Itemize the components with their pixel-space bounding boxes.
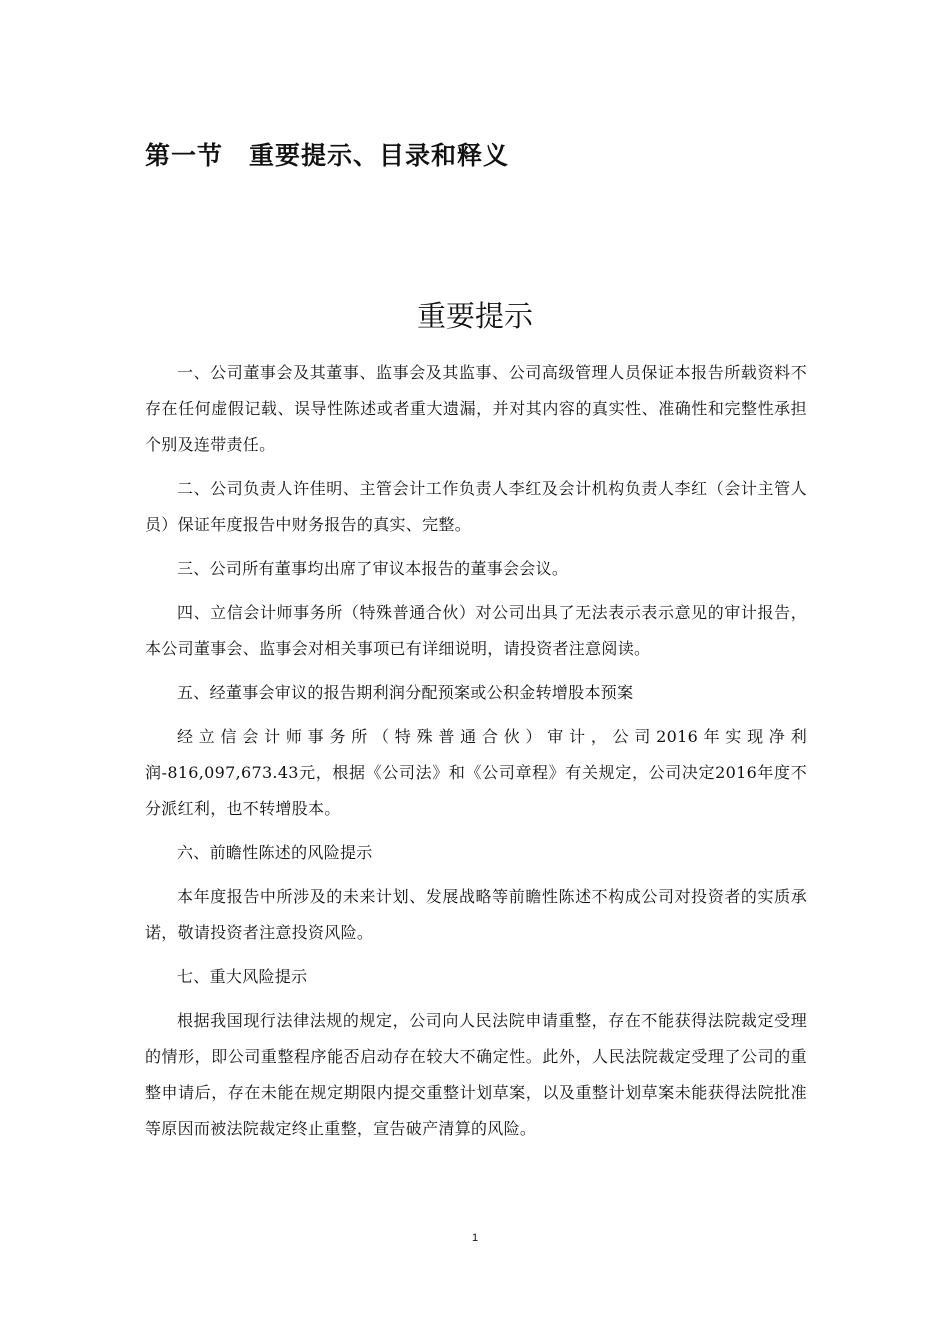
paragraph-6-heading: 六、前瞻性陈述的风险提示 <box>177 843 373 862</box>
paragraph-1: 一、公司董事会及其董事、监事会及其监事、公司高级管理人员保证本报告所载资料不存在任何虚假记载、误导性陈述或者重大遗漏，并对其内容的真实性、准确性和完整性承担个别及连带责任。 <box>145 363 807 454</box>
paragraph-2: 二、公司负责人许佳明、主管会计工作负责人李红及会计机构负责人李红（会计主管人员）保证年度报告中财务报告的真实、完整。 <box>145 479 807 534</box>
page-number: 1 <box>471 1232 479 1244</box>
paragraph-7-heading: 七、重大风险提示 <box>177 967 308 986</box>
notice-body <box>145 355 807 1147</box>
paragraph-5-content: 经立信会计师事务所（特殊普通合伙）审计，公司2016年实现净利润-816,097,673.43元，根据《公司法》和《公司章程》有关规定，公司决定2016年度不分派红利，也不转增股本。 <box>145 727 807 818</box>
section-title: 第一节 重要提示、目录和释义 <box>145 141 510 170</box>
important-notice-title: 重要提示 <box>416 299 533 333</box>
paragraph-4: 四、立信会计师事务所（特殊普通合伙）对公司出具了无法表示表示意见的审计报告，本公司董事会、监事会对相关事项已有详细说明，请投资者注意阅读。 <box>145 603 807 658</box>
paragraph-6-content: 本年度报告中所涉及的未来计划、发展战略等前瞻性陈述不构成公司对投资者的实质承诺，敬请投资者注意投资风险。 <box>145 887 807 942</box>
paragraph-5-heading: 五、经董事会审议的报告期利润分配预案或公积金转增股本预案 <box>177 683 634 702</box>
paragraph-7-content: 根据我国现行法律法规的规定，公司向人民法院申请重整，存在不能获得法院裁定受理的情形，即公司重整程序能否启动存在较大不确定性。此外，人民法院裁定受理了公司的重整申请后，存在未能在规定期限内提交重整计划草案，以及重整计划草案未能获得法院批准等原因而被法院裁定终止重整，宣告破产清算的风险。 <box>145 1011 807 1138</box>
paragraph-3: 三、公司所有董事均出席了审议本报告的董事会会议。 <box>177 559 569 578</box>
